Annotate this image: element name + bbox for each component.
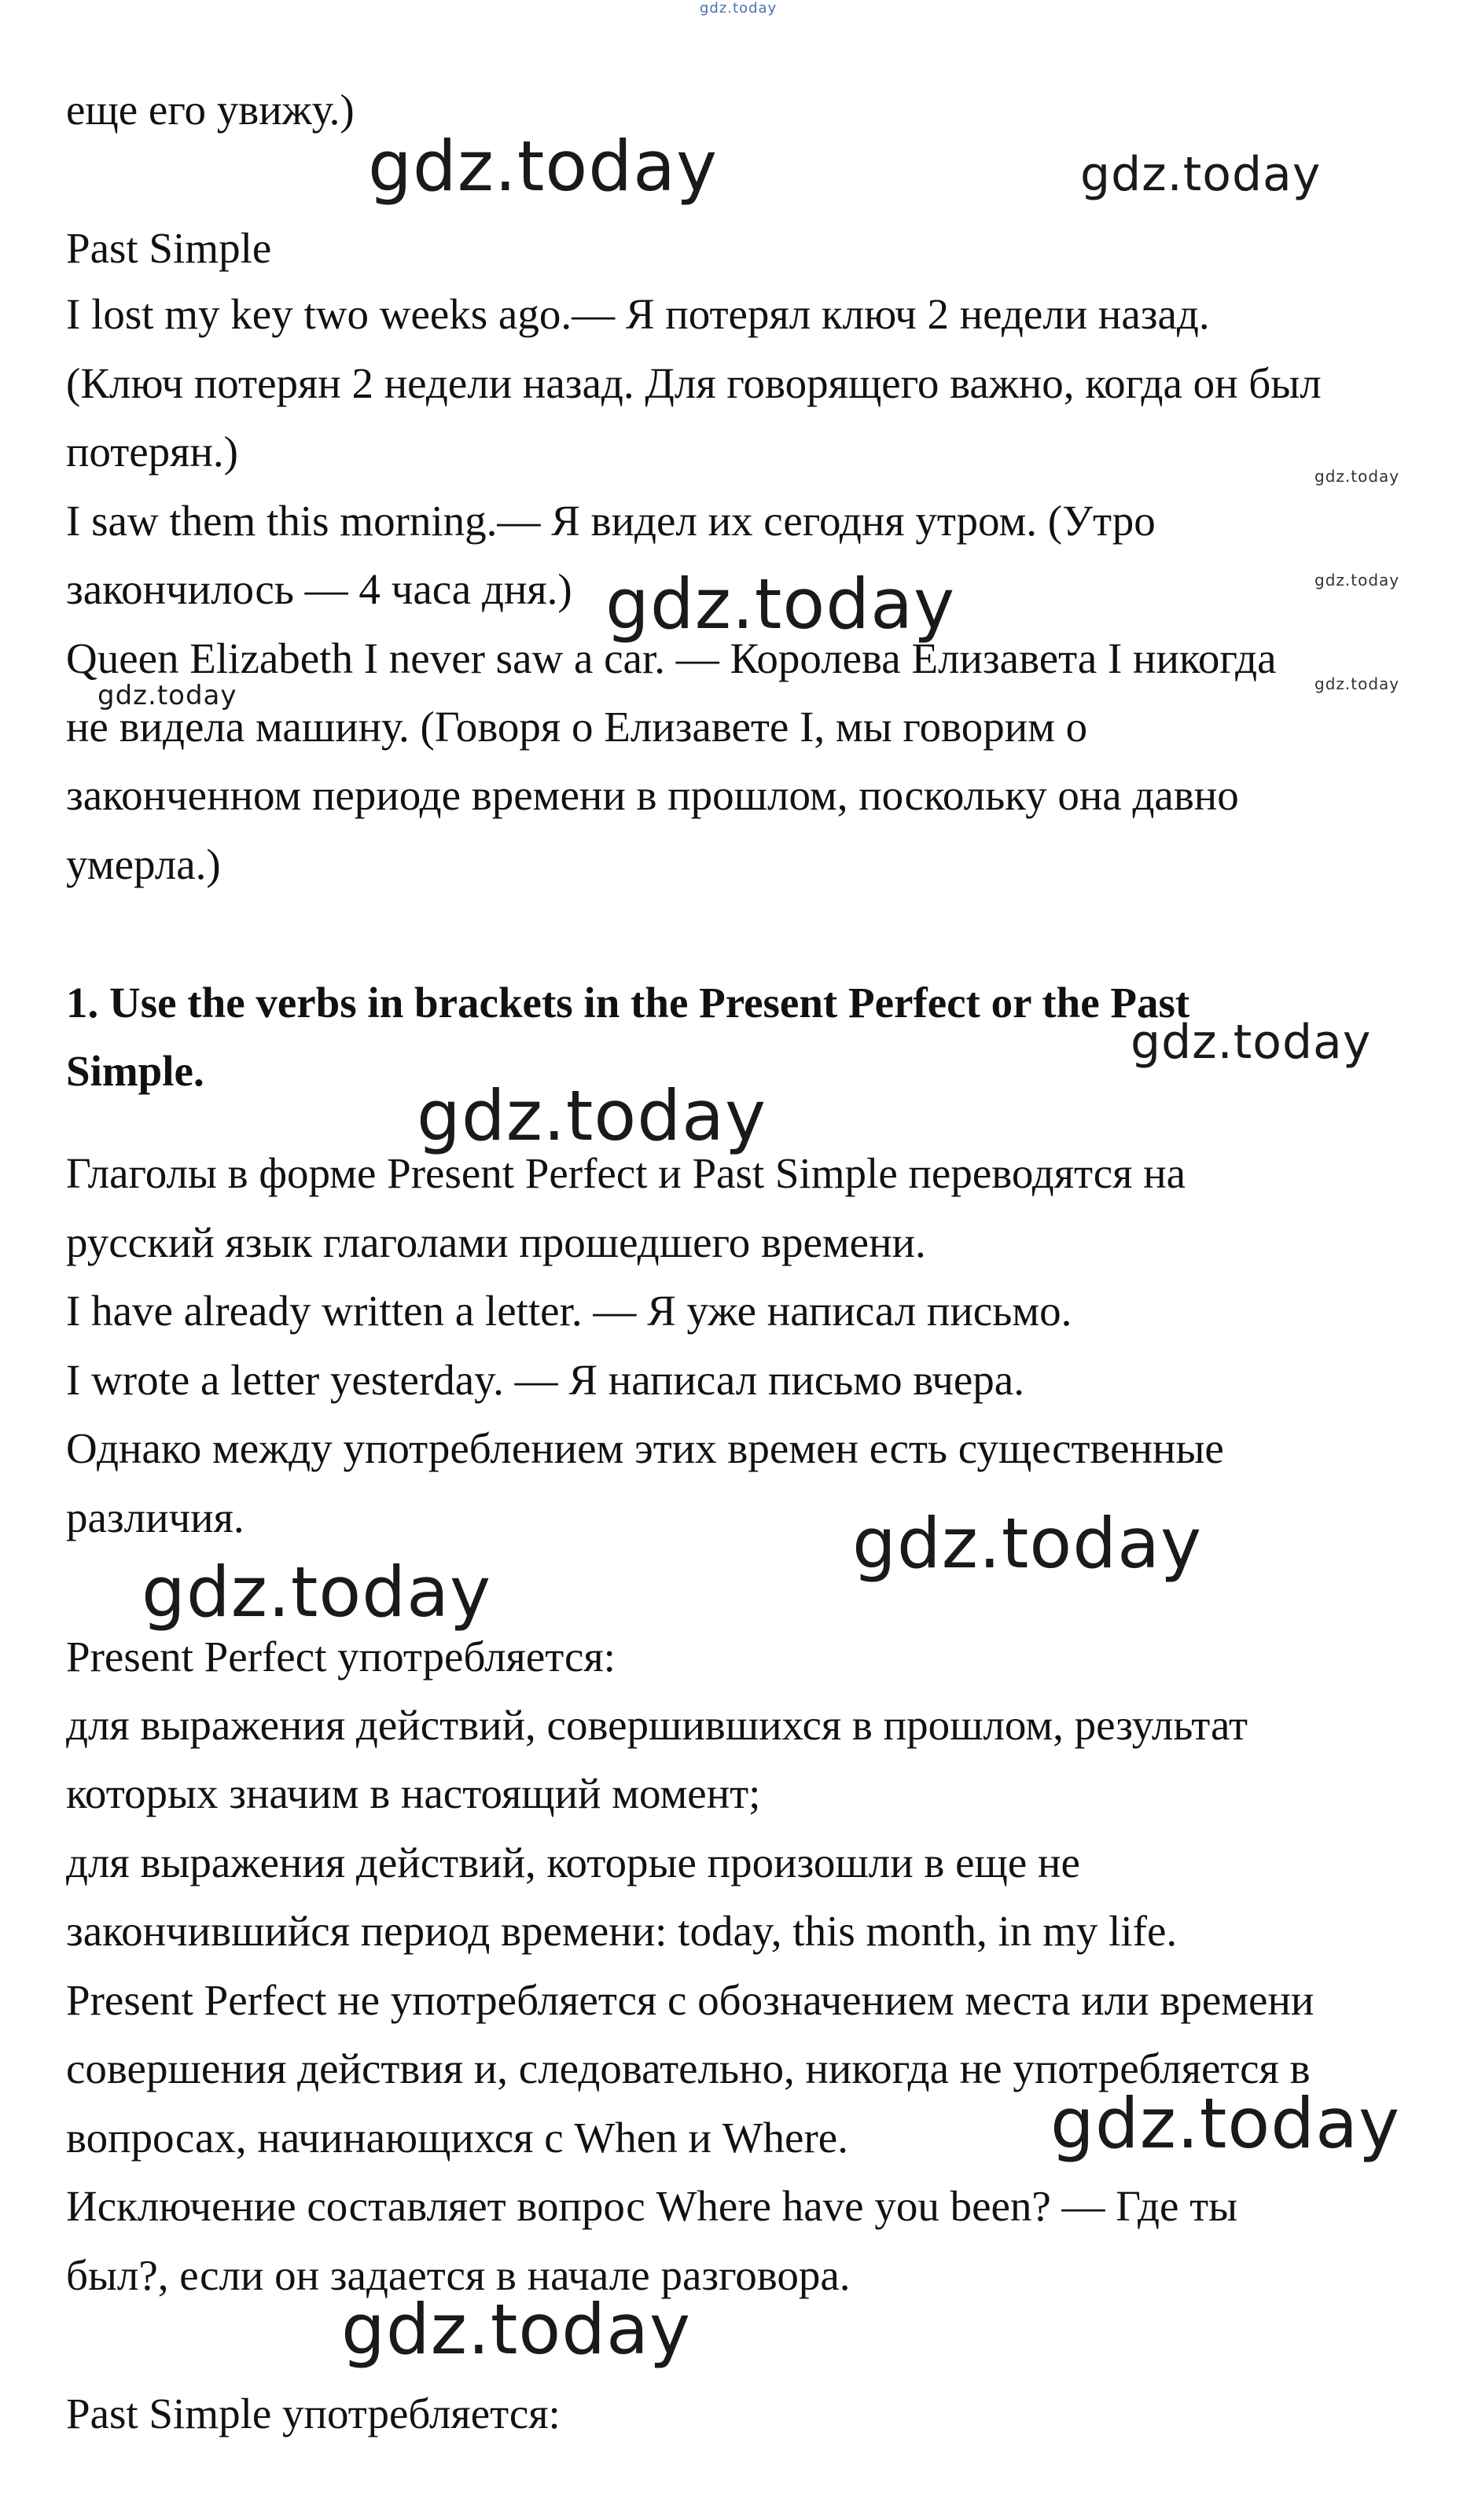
text-line: совершения действия и, следовательно, никогда не употребляется в — [66, 2044, 1311, 2092]
watermark: gdz.today — [1314, 674, 1400, 693]
text-line: Past Simple употребляется: — [66, 2390, 561, 2437]
text-line: законченном периоде времени в прошлом, поскольку она давно — [66, 771, 1239, 819]
text-line: для выражения действий, совершившихся в прошлом, результат — [66, 1701, 1248, 1749]
watermark: gdz.today — [852, 1503, 1203, 1584]
text-line: I saw them this morning.— Я видел их сегодня утром. (Утро — [66, 497, 1156, 545]
watermark: gdz.today — [142, 1552, 492, 1633]
text-line: (Ключ потерян 2 недели назад. Для говорящего важно, когда он был — [66, 359, 1322, 407]
section-heading: Past Simple — [66, 224, 272, 272]
watermark: gdz.today — [1050, 2083, 1401, 2164]
watermark: gdz.today — [605, 564, 956, 645]
task-title: 1. Use the verbs in brackets in the Present Perfect or the Past — [66, 979, 1190, 1027]
text-line: I wrote a letter yesterday. — Я написал письмо вчера. — [66, 1356, 1024, 1404]
watermark: gdz.today — [1314, 571, 1400, 590]
text-line: Глаголы в форме Present Perfect и Past Simple переводятся на — [66, 1149, 1186, 1197]
watermark: gdz.today — [417, 1075, 767, 1156]
text-line: Present Perfect не употребляется с обозначением места или времени — [66, 1976, 1314, 2024]
text-line: еще его увижу.) — [66, 86, 355, 134]
text-line: Present Perfect употребляется: — [66, 1633, 616, 1681]
text-line: Queen Elizabeth I never saw a car. — Королева Елизавета I никогда — [66, 634, 1277, 682]
text-line: вопросах, начинающихся с When и Where. — [66, 2114, 848, 2162]
text-line: закончилось — 4 часа дня.) — [66, 565, 572, 613]
text-line: закончившийся период времени: today, this month, in my life. — [66, 1907, 1178, 1955]
text-line: Исключение составляет вопрос Where have you been? — Где ты — [66, 2182, 1238, 2230]
text-line: умерла.) — [66, 840, 221, 888]
text-line: русский язык глаголами прошедшего времени. — [66, 1218, 926, 1266]
text-line: был?, если он задается в начале разговора. — [66, 2251, 851, 2299]
watermark: gdz.today — [1131, 1015, 1372, 1070]
watermark-top: gdz.today — [700, 0, 778, 17]
text-line: I lost my key two weeks ago.— Я потерял ключ 2 недели назад. — [66, 290, 1210, 338]
text-line: не видела машину. (Говоря о Елизавете I, мы говорим о — [66, 703, 1088, 751]
text-line: Однако между употреблением этих времен есть существенные — [66, 1424, 1224, 1472]
watermark: gdz.today — [1080, 147, 1322, 202]
watermark: gdz.today — [97, 680, 237, 711]
task-title: Simple. — [66, 1047, 204, 1095]
text-line: потерян.) — [66, 428, 238, 476]
text-line: для выражения действий, которые произошли в еще не — [66, 1839, 1080, 1886]
watermark: gdz.today — [341, 2289, 692, 2370]
text-line: I have already written a letter. — Я уже написал письмо. — [66, 1287, 1072, 1335]
text-line: которых значим в настоящий момент; — [66, 1769, 761, 1817]
watermark: gdz.today — [368, 126, 719, 207]
text-line: различия. — [66, 1493, 244, 1541]
watermark: gdz.today — [1314, 467, 1400, 486]
